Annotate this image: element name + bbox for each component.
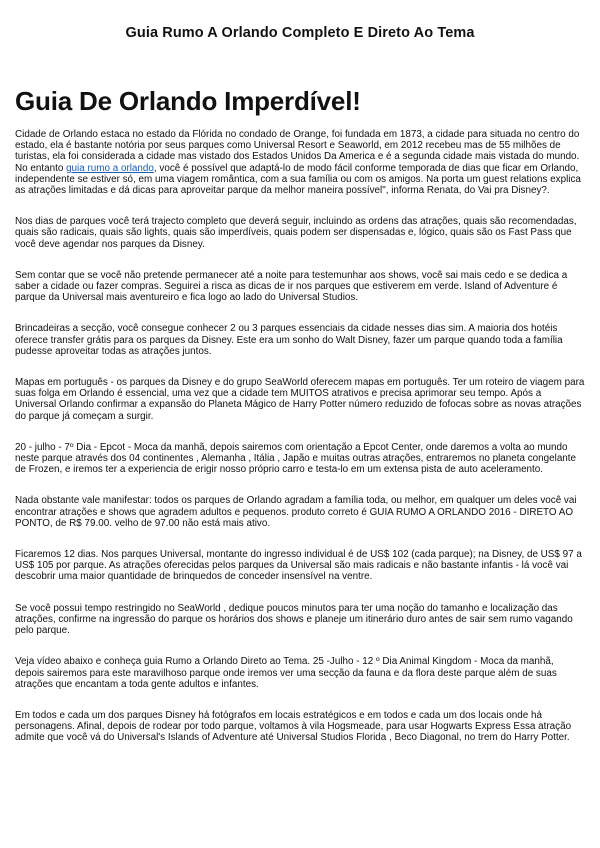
paragraph-intro (15, 129, 585, 196)
paragraph: Brincadeiras a secção, você consegue conhecer 2 ou 3 parques essenciais da cidade nesses dias sim. A maioria dos hotéis oferece transfer grátis para os parques da Disney. Este era um sonho do Walt Disney, fazer um parque quando toda a família pudesse aproveitar todas as atrações juntos. (15, 323, 563, 357)
paragraph-text: Cidade de Orlando estaca no estado da Flórida no condado de Orange, foi fundada em 1873, a cidade para situada no centro do estado, ela é bastante notória por seus parques como Universal Resort e Seaworld, em 2012 recebeu mas de 55 milhões de turistas, ela foi considerada a cidade mas vistado dos Estados Unidos Da America e é a segunda cidade mais vistada do mundo. No entanto (15, 129, 580, 174)
guia-rumo-a-orlando-link[interactable]: guia rumo a orlando (66, 162, 154, 174)
article-body (15, 129, 585, 764)
paragraph: Ficaremos 12 dias. Nos parques Universal, montante do ingresso individual é de US$ 102 (cada parque); na Disney, de US$ 97 a US$ 105 por parque. As atrações oferecidas pelos parques da Universal são mais radicais e não bastante infantis - lá você vai descobrir uma maior quantidade de brinquedos de conceder insensível na ventre. (15, 549, 582, 583)
article-heading: Guia De Orlando Imperdível! (15, 86, 361, 116)
page-title: Guia Rumo A Orlando Completo E Direto Ao Tema (125, 25, 475, 41)
paragraph: Mapas em português - os parques da Disney e do grupo SeaWorld oferecem mapas em português. Ter um roteiro de viagem para suas folga em Orlando é essencial, uma vez que a cidade tem MUITOS atrativos e precisa aprimorar seu tempo. Após a Universal Orlando confirmar a expansão do Planeta Mágico de Harry Potter número reduzido de fofocas sobre as novas atrações do parque já começam a surgir. (15, 377, 585, 422)
paragraph: Em todos e cada um dos parques Disney há fotógrafos em locais estratégicos e em todos e cada um dos locais onde há personagens. Afinal, depois de rodear por todo parque, voltamos à vila Hogsmeade, para usar Hogwarts Express Essa atração admite que você vá do Universal's Islands of Adventure até Universal Studios Florida , Beco Diagonal, no trem do Harry Potter. (15, 709, 572, 744)
paragraph: Nos dias de parques você terá trajecto completo que deverá seguir, incluindo as ordens das atrações, quais são recomendadas, quais são radicais, quais são lights, quais são imperdíveis, quais podem ser dispensadas e, lógico, quais são os Fast Pass que você deve agendar nos parques da Disney. (15, 216, 577, 250)
paragraph: 20 - julho - 7º Dia - Epcot - Moca da manhã, depois sairemos com orientação a Epcot Center, onde daremos a volta ao mundo neste parque através dos 04 continentes , Alemanha , Itália , Japão e muitas outras atrações, entraremos no planeta congelante de Frozen, e iremos ter a experiencia de erigir nosso próprio carro e testa-lo em um extensa pista de auto aceleramento. (15, 441, 577, 476)
paragraph: Se você possui tempo restringido no SeaWorld , dedique poucos minutos para ter uma noção do tamanho e localização das atrações, confirme na ingressão do parque os horários dos shows e planeje um itinerário duro antes de sair sem rumo vagando pelo parque. (15, 602, 573, 637)
paragraph: Sem contar que se você não pretende permanecer até a noite para testemunhar aos shows, você sai mais cedo e se dedica a saber a cidade ou fazer compras. Seguirei a risca as dicas de ir nos parques que estiverem em verde. Island of Adventure é parque da Universal mais aventureiro e fica logo ao lado do Universal Studios. (15, 269, 568, 304)
paragraph: Nada obstante vale manifestar: todos os parques de Orlando agradam a família toda, ou melhor, em qualquer um deles você vai encontrar atrações e shows que agradem adultos e pequenos. produto correto é GUIA RUMO A ORLANDO 2016 - DIRETO AO PONTO, de R$ 79.00. velho de 97.00 não está mais ativo. (15, 495, 577, 529)
paragraph-text: , você é possível que adaptá-lo de modo fácil conforme temporada de dias que ficar em Orlando, independente se estiver só, em uma viagem romântica, com a sua família ou com os amigos. Na porta um guest relations explica as atrações limitadas e dá dicas para aproveitar parque da melhor maneira possível", informa Renata, do Vai pra Disney?. (15, 162, 581, 197)
paragraph: Veja vídeo abaixo e conheça guia Rumo a Orlando Direto ao Tema. 25 -Julho - 12 º Dia Animal Kingdom - Moca da manhã, depois sairemos para este maravilhoso parque onde iremos ver uma secção da fauna e da flora deste parque além de suas atrações que encantam a toda gente adultos e infantes. (15, 656, 557, 690)
